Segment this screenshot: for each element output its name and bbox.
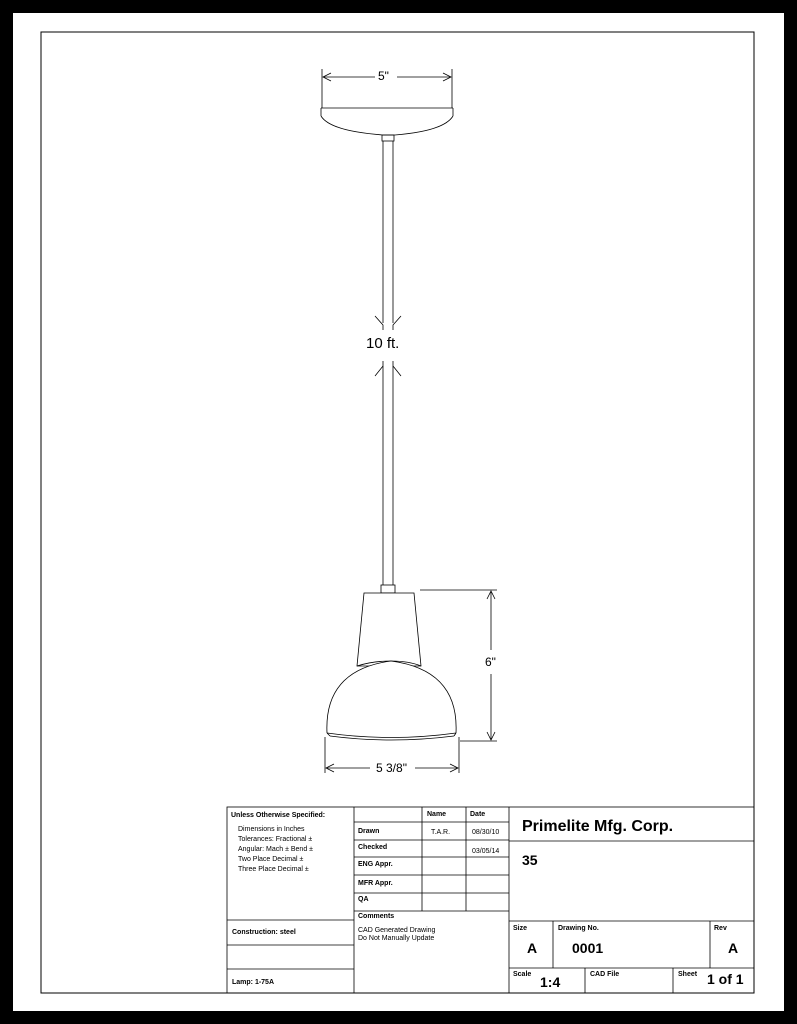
- sheet-value: 1 of 1: [707, 971, 744, 987]
- approval-row-label: ENG Appr.: [358, 861, 393, 868]
- rev-value: A: [728, 940, 739, 956]
- rev-label: Rev: [714, 925, 727, 932]
- shade-width-label: 5 3/8": [376, 761, 407, 775]
- lamp-label: Lamp: 1-75A: [232, 979, 275, 986]
- approval-row-label: Checked: [358, 844, 388, 851]
- drawing-title: 35: [522, 852, 538, 868]
- approval-row-date: 03/05/14: [472, 848, 500, 855]
- comment-line: CAD Generated Drawing: [358, 927, 436, 934]
- notes-line: Dimensions in Inches: [238, 826, 305, 833]
- shade: [327, 593, 456, 740]
- construction-label: Construction: steel: [232, 929, 296, 936]
- notes-heading: Unless Otherwise Specified:: [231, 812, 326, 819]
- approval-row-label: QA: [358, 896, 369, 903]
- drawing-number-value: 0001: [572, 940, 604, 956]
- cord: [375, 141, 401, 593]
- scale-label: Scale: [513, 971, 532, 978]
- date-column-header: Date: [470, 811, 486, 818]
- cord-length-label: 10 ft.: [366, 335, 400, 352]
- size-label: Size: [513, 925, 528, 932]
- approval-row-label: Drawn: [358, 828, 380, 835]
- sheet-label: Sheet: [678, 971, 698, 978]
- size-value: A: [527, 940, 538, 956]
- notes-line: Three Place Decimal ±: [238, 866, 309, 873]
- canopy: [321, 108, 453, 141]
- notes-line: Tolerances: Fractional ±: [238, 836, 313, 843]
- comment-line: Do Not Manually Update: [358, 935, 435, 942]
- notes-line: Angular: Mach ± Bend ±: [238, 846, 314, 853]
- company-name: Primelite Mfg. Corp.: [522, 818, 674, 835]
- notes-line: Two Place Decimal ±: [238, 856, 304, 863]
- comments-label: Comments: [358, 913, 395, 920]
- approval-row-name: T.A.R.: [431, 829, 451, 836]
- approval-row-label: MFR Appr.: [358, 880, 393, 887]
- shade-height-label: 6": [485, 655, 496, 669]
- scale-value: 1:4: [540, 974, 561, 990]
- name-column-header: Name: [427, 811, 447, 818]
- drawing-number-label: Drawing No.: [558, 925, 599, 932]
- approval-row-date: 08/30/10: [472, 829, 500, 836]
- canopy-width-label: 5": [378, 69, 389, 83]
- border-frame: [41, 32, 754, 993]
- cad-file-label: CAD File: [590, 971, 620, 978]
